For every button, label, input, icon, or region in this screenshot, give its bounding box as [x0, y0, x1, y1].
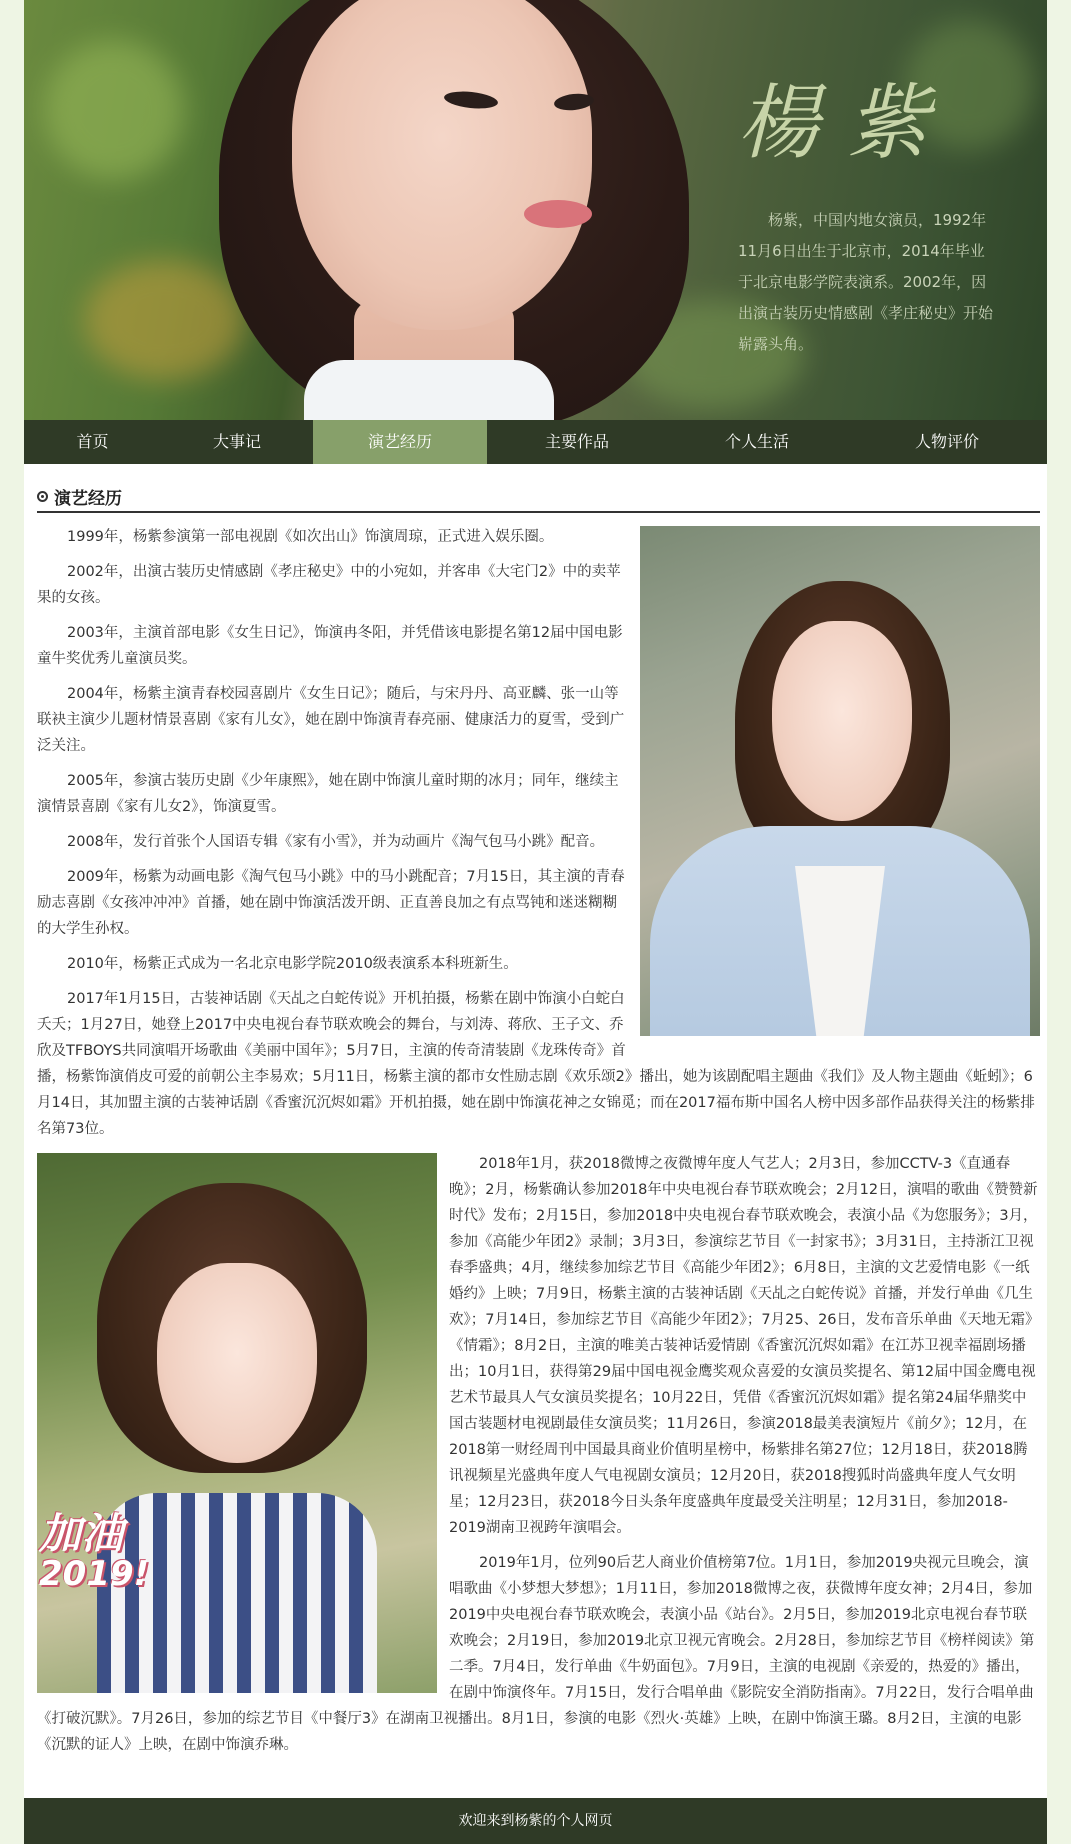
section-title-text: 演艺经历 — [54, 489, 122, 509]
career-paragraph: 2002年，出演古装历史情感剧《孝庄秘史》中的小宛如，并客串《大宅门2》中的卖苹果的女孩。 — [37, 564, 621, 606]
banner-bokeh — [84, 260, 244, 380]
footer — [24, 1798, 1047, 1844]
portrait-lips — [524, 200, 592, 228]
bullet-icon — [37, 491, 48, 502]
portrait-collar — [304, 360, 554, 420]
sticker-line-1: 加油 — [39, 1509, 124, 1558]
banner-intro: 杨紫，中国内地女演员，1992年11月6日出生于北京市，2014年毕业于北京电影学院表演系。2002年，因出演古装历史情感剧《孝庄秘史》开始崭露头角。 — [738, 211, 994, 353]
portrait-photo-striped-dress — [37, 1153, 437, 1693]
banner — [24, 0, 1047, 420]
nav-item-milestones[interactable]: 大事记 — [212, 432, 261, 451]
career-paragraph: 2004年，杨紫主演青春校园喜剧片《女生日记》；随后，与宋丹丹、高亚麟、张一山等联袂主演少儿题材情景喜剧《家有儿女》，她在剧中饰演青春亮丽、健康活力的夏雪，受到广泛关注。 — [37, 686, 625, 754]
portrait-photo-blue-jacket — [640, 526, 1040, 1036]
nav-item-personal-life[interactable]: 个人生活 — [724, 432, 789, 451]
career-paragraph: 2017年1月15日，古装神话剧《天乩之白蛇传说》开机拍摄，杨紫在剧中饰演小白蛇白夭夭；1月27日，她登上2017中央电视台春节联欢晚会的舞台，与刘涛、蒋欣、王子文、乔欣及TFBOYS共同演唱开场歌曲《美丽中国年》；5月7日，主演的传奇清装剧《龙珠传奇》首播，杨紫饰演俏皮可爱的前朝公主李易欢；5月11日，杨紫主演的都市女性励志剧《欢乐颂2》播出，她为该剧配唱主题曲《我们》及人物主题曲《蚯蚓》；6月14日，其加盟主演的古装神话剧《香蜜沉沉烬如霜》开机拍摄，她在剧中饰演花神之女锦觅；而在2017福布斯中国名人榜中因多部作品获得关注的杨紫排名第73位。 — [37, 991, 1035, 1137]
career-paragraph: 1999年，杨紫参演第一部电视剧《如次出山》饰演周琼，正式进入娱乐圈。 — [67, 529, 554, 545]
career-paragraph: 2009年，杨紫为动画电影《淘气包马小跳》中的马小跳配音；7月15日，其主演的青春励志喜剧《女孩冲冲冲》首播，她在剧中饰演活泼开朗、正直善良加之有点骂钝和迷迷糊糊的大学生孙权。 — [37, 869, 625, 937]
section-title — [37, 484, 1040, 513]
photo-face — [157, 1263, 317, 1463]
career-paragraph: 2003年，主演首部电影《女生日记》，饰演冉冬阳，并凭借该电影提名第12届中国电影童牛奖优秀儿童演员奖。 — [37, 625, 623, 667]
career-content — [37, 524, 1040, 1767]
career-paragraph: 2005年，参演古装历史剧《少年康熙》，她在剧中饰演儿童时期的冰月；同年，继续主演情景喜剧《家有儿女2》，饰演夏雪。 — [37, 773, 619, 815]
career-paragraph: 2019年1月，位列90后艺人商业价值榜第7位。1月1日，参加2019央视元旦晚会，演唱歌曲《小梦想大梦想》；1月11日，参加2018微博之夜，获微博年度女神；2月4日，参加2019中央电视台春节联欢晚会，表演小品《站台》。2月5日，参加2019北京电视台春节联欢晚会；2月19日，参加2019北京卫视元宵晚会。2月28日，参加综艺节目《榜样阅读》第二季。7月4日，发行单曲《牛奶面包》。7月9日，主演的电视剧《亲爱的，热爱的》播出，在剧中饰演佟年。7月15日，发行合唱单曲《影院安全消防指南》。7月22日，发行合唱单曲《打破沉默》。7月26日，参加的综艺节目《中餐厅3》在湖南卫视播出。8月1日，参演的电影《烈火·英雄》上映，在剧中饰演王璐。8月2日，主演的电影《沉默的证人》上映，在剧中饰演乔琳。 — [37, 1555, 1035, 1753]
portrait-face — [292, 0, 592, 330]
nav-item-career[interactable]: 演艺经历 — [313, 420, 487, 464]
photo-face — [772, 621, 912, 821]
career-paragraph: 2008年，发行首张个人国语专辑《家有小雪》，并为动画片《淘气包马小跳》配音。 — [67, 834, 605, 850]
nav-item-home[interactable]: 首页 — [76, 432, 109, 451]
main-nav — [24, 420, 1047, 464]
nav-item-reviews[interactable]: 人物评价 — [914, 432, 979, 451]
page — [24, 0, 1047, 1844]
sticker-line-2: 2019! — [39, 1554, 150, 1594]
footer-text: 欢迎来到杨紫的个人网页 — [458, 1813, 613, 1829]
nav-item-works[interactable]: 主要作品 — [544, 432, 609, 451]
photo-sticker — [39, 1509, 150, 1594]
career-paragraph: 2018年1月，获2018微博之夜微博年度人气艺人；2月3日，参加CCTV-3《直通春晚》；2月，杨紫确认参加2018年中央电视台春节联欢晚会；2月12日，演唱的歌曲《赞赞新时代》发布；2月15日，参加2018中央电视台春节联欢晚会，表演小品《为您服务》；3月，参加《高能少年团2》录制；3月3日，参演综艺节目《一封家书》；3月31日，主持浙江卫视春季盛典；4月，继续参加综艺节目《高能少年团2》；6月8日，主演的文艺爱情电影《一纸婚约》上映；7月9日，杨紫主演的古装神话剧《天乩之白蛇传说》首播，并发行单曲《几生欢》；7月14日，参加综艺节目《高能少年团2》；7月25、26日，发布音乐单曲《天地无霜》《情霜》；8月2日，主演的唯美古装神话爱情剧《香蜜沉沉烬如霜》在江苏卫视幸福剧场播出；10月1日，获得第29届中国电视金鹰奖观众喜爱的女演员奖提名、第12届中国金鹰电视艺术节最具人气女演员奖提名；10月22日，凭借《香蜜沉沉烬如霜》提名第24届华鼎奖中国古装题材电视剧最佳女演员奖；11月26日，参演2018最美表演短片《前夕》；12月，在2018第一财经周刊中国最具商业价值明星榜中，杨紫排名第27位；12月18日，获2018腾讯视频星光盛典年度人气电视剧女演员；12月20日，获2018搜狐时尚盛典年度人气女明星；12月23日，获2018今日头条年度盛典年度最受关注明星；12月31日，参加2018-2019湖南卫视跨年演唱会。 — [449, 1156, 1040, 1536]
career-paragraph: 2010年，杨紫正式成为一名北京电影学院2010级表演系本科班新生。 — [67, 956, 518, 972]
banner-bokeh — [44, 40, 184, 180]
banner-title: 楊紫 — [737, 76, 957, 171]
